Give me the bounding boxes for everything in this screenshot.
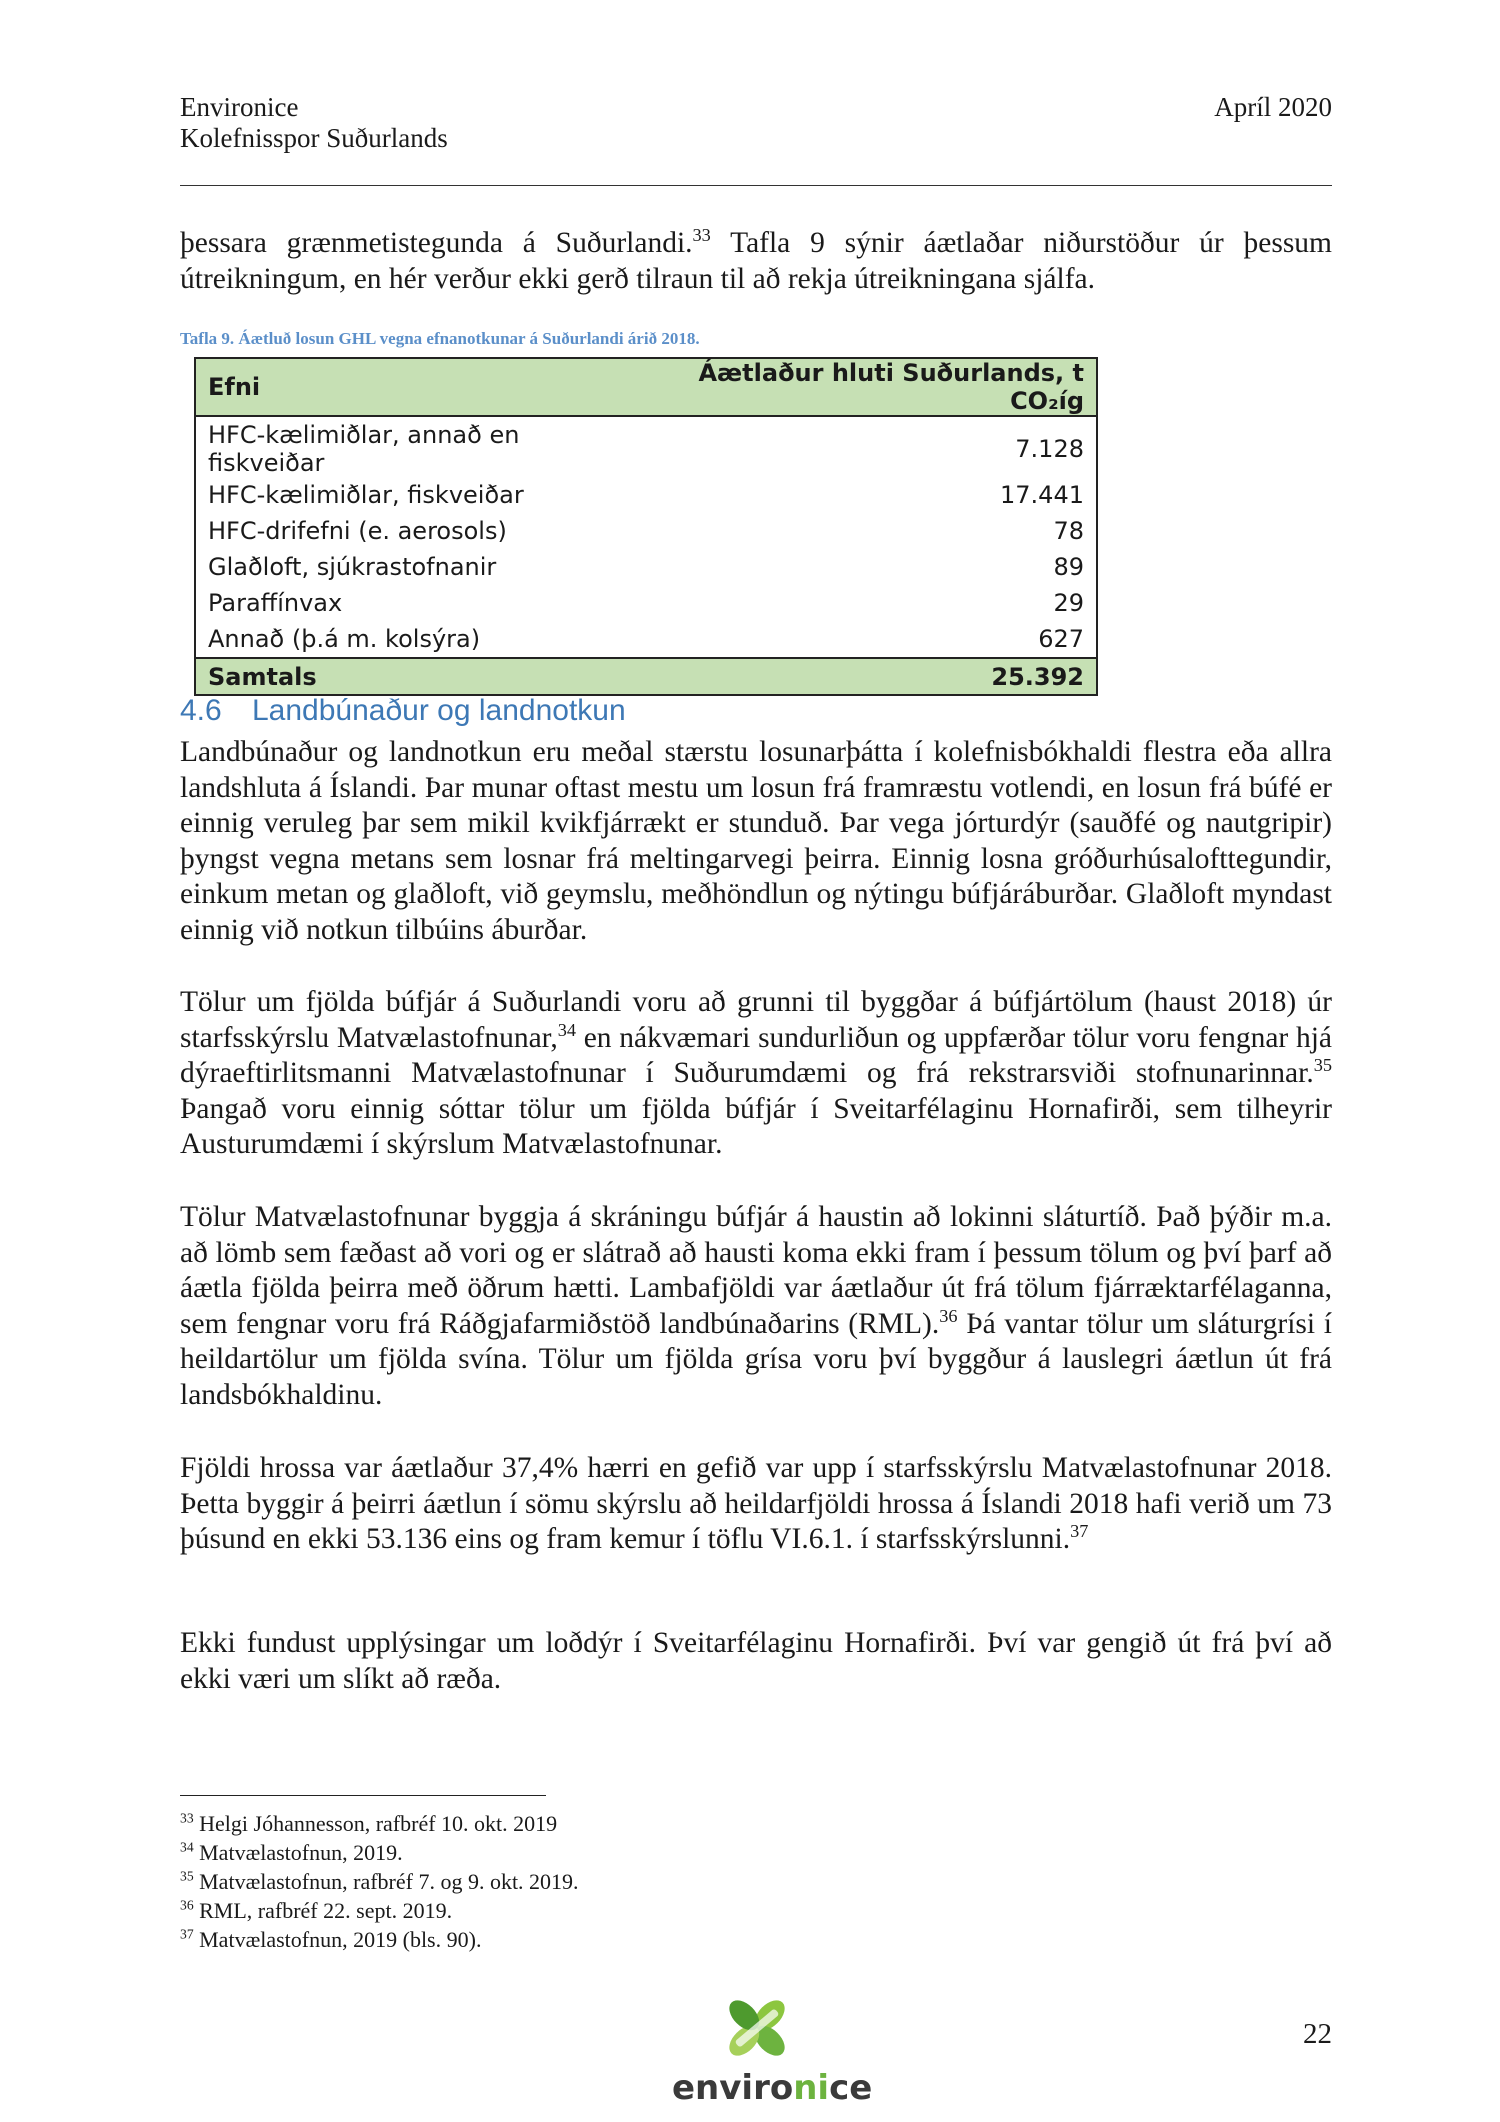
footnote: $^{34}$ Matvælastofnun, 2019. (180, 1839, 403, 1865)
row-value: 627 (1038, 625, 1084, 653)
row-value: 29 (1053, 589, 1084, 617)
header-org: Environice (180, 92, 299, 122)
row-label: HFC-kælimiðlar, fiskveiðar (208, 481, 524, 509)
row-value: 7.128 (1015, 435, 1084, 463)
table-row (195, 585, 1097, 621)
leaf-logo-icon (672, 1990, 842, 2070)
row-label: HFC-drifefni (e. aerosols) (208, 517, 507, 545)
logo-wordmark: environice (672, 2068, 873, 2108)
row-label: Annað (þ.á m. kolsýra) (208, 625, 481, 653)
header-divider (180, 185, 1332, 186)
table-row (195, 513, 1097, 549)
row-value: 78 (1053, 517, 1084, 545)
footnote-ref: 37 (1070, 1521, 1089, 1542)
total-value: 25.392 (632, 658, 1097, 695)
footnote-ref: 33 (692, 225, 711, 246)
footnote: $^{35}$ Matvælastofnun, rafbréf 7. og 9. okt. 2019. (180, 1868, 579, 1894)
footnote: $^{33}$ Helgi Jóhannesson, rafbréf 10. okt. 2019 (180, 1810, 558, 1836)
row-value: 89 (1053, 553, 1084, 581)
footnote-divider (180, 1795, 546, 1796)
column-header-share: Áætlaður hluti Suðurlands, t CO₂íg (632, 358, 1097, 416)
row-label: Glaðloft, sjúkrastofnanir (208, 553, 497, 581)
paragraph-agriculture-intro: Landbúnaður og landnotkun eru meðal stærstu losunarþátta í kolefnisbókhaldi flestra eða allra landshluta á Íslandi. Þar munar oftast mestu um losun frá framræstu votlendi, en losun frá búfé er einnig veruleg þar sem mikil kvikfjárrækt er stunduð. Þar vega jórturdýr (sauðfé og nautgripir) þyngst vegna metans sem losnar frá meltingarvegi þeirra. Einnig losna gróðurhúsalofttegundir, einkum metan og glaðloft, við geymslu, meðhöndlun og nýtingu búfjáráburðar. Glaðloft myndast einnig við notkun tilbúins áburðar. (180, 736, 1332, 946)
table-row (195, 477, 1097, 513)
header-report-title: Kolefnisspor Suðurlands (180, 123, 448, 153)
row-label: HFC-kælimiðlar, annað en fiskveiðar (208, 421, 520, 477)
table-total-row (195, 658, 1097, 695)
row-label: Paraffínvax (208, 589, 343, 617)
page-header-left (180, 92, 448, 154)
intro-paragraph: þessara grænmetistegunda á Suðurlandi.$^{33}$ Tafla 9 sýnir áætlaðar niðurstöður úr þessum útreikningum, en hér verður ekki gerð tilraun til að rekja útreikningana sjálfa. (180, 225, 1332, 295)
emissions-table (194, 357, 1098, 696)
footnote: $^{37}$ Matvælastofnun, 2019 (bls. 90). (180, 1926, 482, 1952)
row-value: 17.441 (1000, 481, 1084, 509)
footnote-ref: 36 (939, 1305, 958, 1326)
table-header-row (195, 358, 1097, 416)
paragraph-horses: Fjöldi hrossa var áætlaður 37,4% hærri en gefið var upp í starfsskýrslu Matvælastofnunar 2018. Þetta byggir á þeirri áætlun í sömu skýrslu að heildarfjöldi hrossa á Íslandi 2018 hafi verið um 73 þúsund en ekki 53.136 eins og fram kemur í töflu VI.6.1. í starfsskýrslunni.$^{37}$ (180, 1452, 1332, 1555)
page-number: 22 (1303, 2018, 1332, 2050)
column-header-substance: Efni (195, 358, 632, 416)
paragraph-fur-animals: Ekki fundust upplýsingar um loðdýr í Sveitarfélaginu Hornafirði. Því var gengið út frá því að ekki væri um slíkt að ræða. (180, 1627, 1332, 1695)
total-label: Samtals (195, 658, 632, 695)
table-row (195, 549, 1097, 585)
footnote: $^{36}$ RML, rafbréf 22. sept. 2019. (180, 1897, 453, 1923)
footnote-ref: 35 (1313, 1055, 1332, 1076)
table-caption: Tafla 9. Áætluð losun GHL vegna efnanotkunar á Suðurlandi árið 2018. (180, 329, 700, 348)
table-row (195, 416, 1097, 477)
section-title: Landbúnaður og landnotkun (252, 694, 626, 727)
section-number: 4.6 (180, 694, 222, 727)
environice-logo (672, 1990, 873, 2110)
section-heading (180, 694, 626, 728)
paragraph-lambs: Tölur Matvælastofnunar byggja á skráningu búfjár á haustin að lokinni sláturtíð. Það þýðir m.a. að lömb sem fæðast að vori og er slátrað að hausti koma ekki fram í þessum tölum og því þarf að áætla fjölda þeirra með öðrum hætti. Lambafjöldi var áætlaður út frá tölum fjárræktarfélaganna, sem fengnar voru frá Ráðgjafarmiðstöð landbúnaðarins (RML).$^{36}$ Þá vantar tölur um sláturgrísi í heildartölur um fjölda svína. Tölur um fjölda grísa voru því byggður á lauslegri áætlun út frá landsbókhaldinu. (180, 1201, 1332, 1411)
paragraph-livestock-data: Tölur um fjölda búfjár á Suðurlandi voru að grunni til byggðar á búfjártölum (haust 2018) úr starfsskýrslu Matvælastofnunar,$^{34}$ en nákvæmari sundurliðun og uppfærðar tölur voru fengnar hjá dýraeftirlitsmanni Matvælastofnunar í Suðurumdæmi og frá rekstrarsviði stofnunarinnar.$^{35}$ Þangað voru einnig sóttar tölur um fjölda búfjár í Sveitarfélaginu Hornafirði, sem tilheyrir Austurumdæmi í skýrslum Matvælastofnunar. (180, 986, 1332, 1160)
header-date: Apríl 2020 (1214, 92, 1332, 122)
table-row (195, 621, 1097, 658)
footnote-ref: 34 (557, 1019, 576, 1040)
